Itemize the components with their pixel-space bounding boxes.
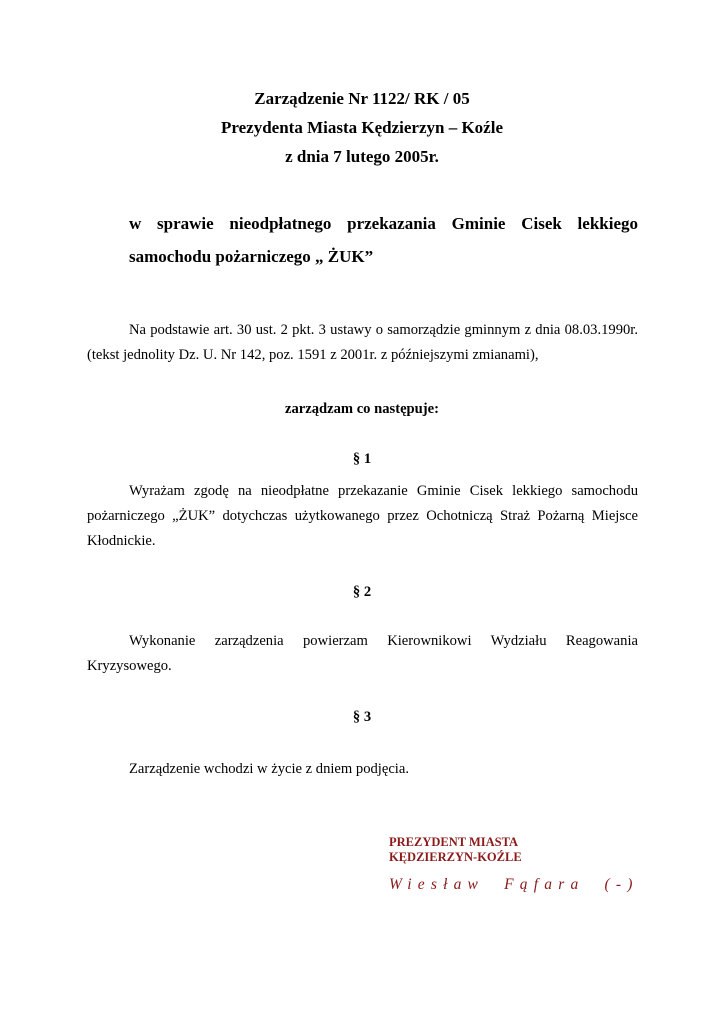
section-1-text: Wyrażam zgodę na nieodpłatne przekazanie Gminie Cisek lekkiego samochodu pożarniczego „ŻUK” dotychczas użytkowanego przez Ochotniczą Straż Pożarną Miejsce Kłodnickie. [87, 483, 638, 549]
document-issuer: Prezydenta Miasta Kędzierzyn – Koźle [221, 118, 503, 137]
section-2-heading: § 2 [352, 584, 372, 600]
section-3-text: Zarządzenie wchodzi w życie z dniem podjęcia. [129, 761, 409, 777]
signature-title-line-1: PREZYDENT MIASTA [389, 835, 519, 849]
section-1-heading: § 1 [352, 451, 372, 467]
document-subject [129, 214, 638, 267]
section-3-heading: § 3 [352, 709, 372, 725]
subject-line-1: w sprawie nieodpłatnego przekazania Gminie Cisek lekkiego [129, 214, 638, 233]
document-date: z dnia 7 lutego 2005r. [285, 147, 439, 166]
section-2-text: Wykonanie zarządzenia powierzam Kierownikowi Wydziału Reagowania Kryzysowego. [87, 633, 638, 674]
preamble-paragraph: Na podstawie art. 30 ust. 2 pkt. 3 ustawy o samorządzie gminnym z dnia 08.03.1990r. (tekst jednolity Dz. U. Nr 142, poz. 1591 z 2001r. z późniejszymi zmianami), [87, 322, 638, 363]
document-title: Zarządzenie Nr 1122/ RK / 05 [254, 89, 470, 108]
signature-name: Wiesław Fąfara (-) [389, 876, 639, 893]
subject-line-2: samochodu pożarniczego „ ŻUK” [129, 247, 374, 266]
decree-phrase: zarządzam co następuje: [284, 401, 439, 417]
signature-title-line-2: KĘDZIERZYN-KOŹLE [389, 850, 522, 864]
